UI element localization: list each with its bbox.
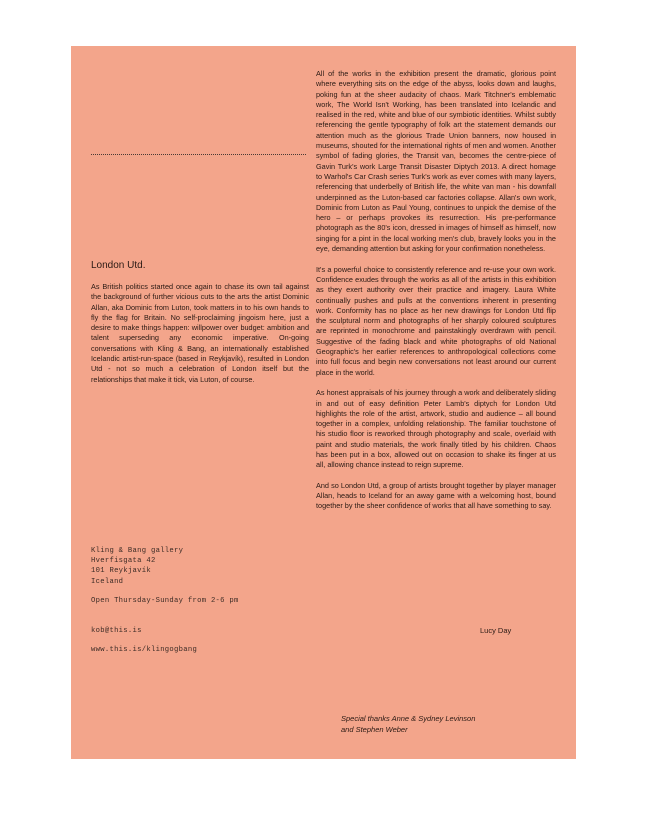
website-link[interactable]: www.this.is/klingogbang (91, 646, 198, 654)
exhibition-title: London Utd. (91, 260, 146, 271)
poster-sheet (71, 46, 576, 759)
essay-paragraph: It's a powerful choice to consistently reference and re-use your own work. Confidence exudes through the works as all of the artists in this exhibition as they exert authority over their practice and imagery. Laura White continually pushes and pulls at the conventions inherent in presenting work. Conformity has no place as her new drawings for London Utd flip the sculptural norm and photographs of her sharply coloured sculptures are reprinted in monochrome and painstakingly overdrawn with pencil. Suggestive of the fading black and white photographs of old National Geographic's her earlier references to anthropological collections come into full focus and begin new conversations not least around our current place in the world. (316, 264, 556, 377)
gallery-country: Iceland (91, 577, 124, 586)
opening-hours: Open Thursday-Sunday from 2-6 pm (91, 597, 239, 605)
gallery-city: 101 Reykjavík (91, 567, 151, 576)
essay-paragraph: And so London Utd, a group of artists brought together by player manager Allan, heads to Iceland for an away game with a welcoming host, bound together by the sheer confidence of works that all have something to say. (316, 480, 556, 511)
gallery-address (91, 546, 183, 587)
author-name: Lucy Day (480, 626, 512, 635)
intro-text: As British politics started once again to chase its own tail against the background of further vicious cuts to the arts the artist Dominic Allan, aka Dominic from Luton, took matters in to his own hands to fly the flag for Britain. No self-proclaiming jingoism here, just a desire to make things happen: willpower over budget: ambition and talent superseding any economic imperative. On-going conversations with Kling & Bang, an internationally established Icelandic artist-run-space (based in Reykjavík), resulted in London Utd - not so much a celebration of London itself but the relationships that make it tick, via Luton, of course. (91, 282, 309, 384)
thanks-line: and Stephen Weber (341, 724, 408, 734)
essay-paragraph: As honest appraisals of his journey through a work and deliberately sliding in and out of easy definition Peter Lamb's diptych for London Utd highlights the role of the artist, artwork, studio and audience – all bound together in a complex, unfolding relationship. The familiar touchstone of his studio floor is reworked through photography and scale, overlaid with paint and studio materials, the work finally titled by his children. Chaos has been put in a box, allowed out on occasion to shake its finger at us all, allowing chance instead to reign supreme. (316, 388, 556, 470)
thanks-line: Special thanks Anne & Sydney Levinson (341, 714, 476, 723)
gallery-street: Hverfisgata 42 (91, 557, 156, 566)
essay-column (316, 69, 556, 522)
email-link[interactable]: kob@this.is (91, 627, 142, 635)
dotted-divider (91, 154, 306, 155)
gallery-name: Kling & Bang gallery (91, 547, 184, 555)
essay-paragraph: All of the works in the exhibition present the dramatic, glorious point where everything sits on the edge of the abyss, looks down and laughs, poking fun at the sheer audacity of chaos. Mark Titchner's emblematic work, The World Isn't Working, has been translated into Icelandic and realised in the red, white and blue of our symbiotic identities. Whilst subtly referencing the gentle typography of folk art the statement demands our attention much as the glorious Trade Union banners, now housed in museums, shouted for the international rights of men and women. Another symbol of fading glories, the Transit van, becomes the centre-piece of Gavin Turk's work Large Transit Disaster Diptych 2013. A direct homage to Warhol's Car Crash series Turk's work as ever comes with many layers, referencing that underbelly of British life, the white van man - his downfall underpinned as the Luton-based car factories collapse. Allan's own work, Dominic from Luton as Paul Young, continues to unpick the demise of the hero – or perhaps provokes its resurrection. His pre-performance photograph as the 80's icon, dressed in images of himself as himself, now singing for a pint in the local working men's club, bravely looks you in the eye, demanding attention but asking for your confirmation nonetheless. (316, 69, 556, 254)
special-thanks (341, 714, 475, 735)
